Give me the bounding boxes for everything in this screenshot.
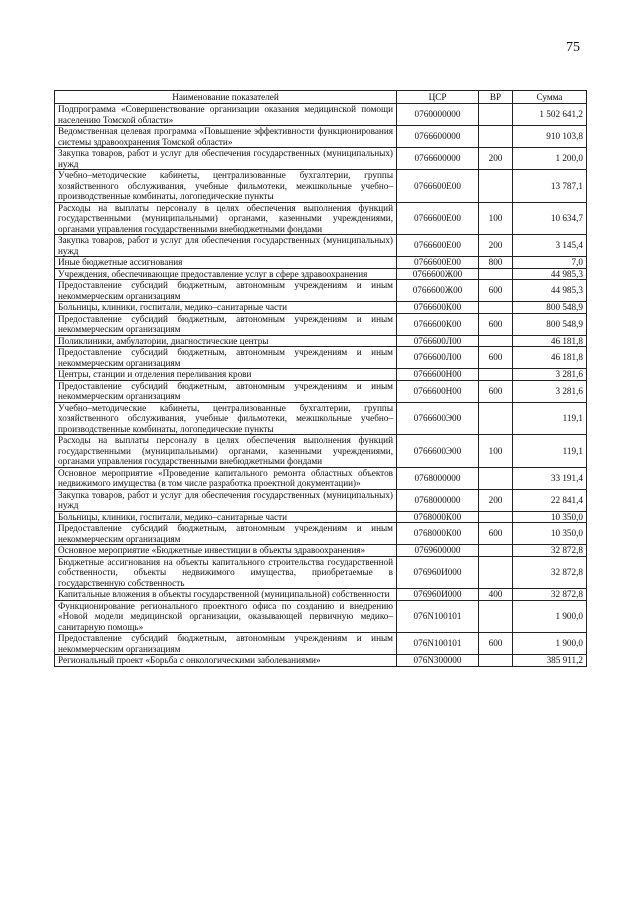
cell-sum: 13 787,1 [513,170,587,203]
cell-vr [479,402,513,435]
budget-table [54,90,587,667]
table-row [55,148,587,170]
page-number: 75 [566,40,580,55]
table-row [55,313,587,335]
cell-sum: 910 103,8 [513,126,587,148]
cell-name: Предоставление субсидий бюджетным, автономным учреждениям и иным некоммерческим организациям [55,313,397,335]
table-row [55,655,587,667]
cell-name: Расходы на выплаты персоналу в целях обеспечения выполнения функций государственными (муниципальными) органами, казенными учреждениями, органами управления государственными внебюджетными фондами [55,435,397,468]
cell-sum: 32 872,8 [513,545,587,557]
cell-vr [479,170,513,203]
cell-csr: 0766600000 [397,126,479,148]
cell-name: Закупка товаров, работ и услуг для обеспечения государственных (муниципальных) нужд [55,235,397,257]
cell-sum: 1 502 641,2 [513,104,587,126]
cell-name: Предоставление субсидий бюджетным, автономным учреждениям и иным некоммерческим организациям [55,347,397,369]
table-row [55,235,587,257]
cell-csr: 0766600Е00 [397,202,479,235]
cell-name: Предоставление субсидий бюджетным, автономным учреждениям и иным некоммерческим организациям [55,280,397,302]
cell-sum: 800 548,9 [513,302,587,314]
table-row [55,257,587,269]
cell-csr: 0766600Ж00 [397,280,479,302]
cell-sum: 44 985,3 [513,280,587,302]
cell-name: Расходы на выплаты персоналу в целях обеспечения выполнения функций государственными (муниципальными) органами, казенными учреждениями, органами управления государственными внебюджетными фондами [55,202,397,235]
cell-sum: 10 350,0 [513,511,587,523]
table-header-row [55,91,587,104]
cell-vr: 200 [479,148,513,170]
cell-vr [479,268,513,280]
cell-vr [479,302,513,314]
table-row [55,511,587,523]
cell-csr: 0768000000 [397,489,479,511]
cell-csr: 0766600Н00 [397,380,479,402]
cell-name: Предоставление субсидий бюджетным, автономным учреждениям и иным некоммерческим организациям [55,523,397,545]
cell-name: Центры, станции и отделения переливания крови [55,369,397,381]
table-row [55,347,587,369]
cell-name: Больницы, клиники, госпитали, медико–санитарные части [55,302,397,314]
cell-csr: 0766600Н00 [397,369,479,381]
table-row [55,170,587,203]
cell-vr: 400 [479,589,513,601]
cell-sum: 7,0 [513,257,587,269]
cell-sum: 44 985,3 [513,268,587,280]
cell-csr: 0766600Е00 [397,170,479,203]
table-row [55,589,587,601]
cell-sum: 46 181,8 [513,347,587,369]
header-vr: ВР [479,91,513,104]
header-sum: Сумма [513,91,587,104]
cell-name: Основное мероприятие «Бюджетные инвестиции в объекты здравоохранения» [55,545,397,557]
cell-csr: 0760000000 [397,104,479,126]
cell-sum: 385 911,2 [513,655,587,667]
table-row [55,380,587,402]
cell-name: Учреждения, обеспечивающие предоставление услуг в сфере здравоохранения [55,268,397,280]
cell-name: Подпрограмма «Совершенствование организации оказания медицинской помощи населению Томской области» [55,104,397,126]
cell-vr [479,655,513,667]
cell-vr: 800 [479,257,513,269]
header-name: Наименование показателей [55,91,397,104]
cell-vr: 600 [479,380,513,402]
cell-sum: 3 281,6 [513,380,587,402]
cell-csr: 0768000000 [397,467,479,489]
table-row [55,335,587,347]
table-row [55,633,587,655]
cell-csr: 0766600Э00 [397,402,479,435]
cell-sum: 32 872,8 [513,556,587,589]
cell-name: Региональный проект «Борьба с онкологическими заболеваниями» [55,655,397,667]
header-csr: ЦСР [397,91,479,104]
cell-sum: 119,1 [513,435,587,468]
cell-name: Закупка товаров, работ и услуг для обеспечения государственных (муниципальных) нужд [55,148,397,170]
cell-csr: 0766600000 [397,148,479,170]
cell-name: Учебно–методические кабинеты, централизованные бухгалтерии, группы хозяйственного обслуживания, учебные фильмотеки, межшкольные учебно–производственные комбинаты, логопедические пункты [55,170,397,203]
cell-csr: 0766600Э00 [397,435,479,468]
cell-vr [479,511,513,523]
table-row [55,126,587,148]
cell-sum: 10 634,7 [513,202,587,235]
table-row [55,280,587,302]
table-row [55,104,587,126]
table-row [55,435,587,468]
cell-vr: 200 [479,489,513,511]
cell-sum: 46 181,8 [513,335,587,347]
cell-vr [479,369,513,381]
table-row [55,467,587,489]
cell-sum: 32 872,8 [513,589,587,601]
table-row [55,202,587,235]
cell-vr [479,545,513,557]
cell-csr: 0768000К00 [397,511,479,523]
cell-sum: 22 841,4 [513,489,587,511]
cell-sum: 1 900,0 [513,600,587,633]
table-row [55,523,587,545]
table-row [55,302,587,314]
cell-vr: 100 [479,202,513,235]
cell-vr: 200 [479,235,513,257]
table-row [55,600,587,633]
cell-vr [479,467,513,489]
cell-name: Больницы, клиники, госпитали, медико–санитарные части [55,511,397,523]
cell-csr: 0766600Л00 [397,335,479,347]
table-body [55,104,587,667]
cell-csr: 0766600К00 [397,302,479,314]
cell-csr: 076N100101 [397,633,479,655]
cell-name: Иные бюджетные ассигнования [55,257,397,269]
table-row [55,402,587,435]
cell-name: Поликлиники, амбулатории, диагностические центры [55,335,397,347]
table-row [55,489,587,511]
cell-vr: 600 [479,313,513,335]
cell-name: Учебно–методические кабинеты, централизованные бухгалтерии, группы хозяйственного обслуживания, учебные фильмотеки, межшкольные учебно–производственные комбинаты, логопедические пункты [55,402,397,435]
cell-csr: 0766600Л00 [397,347,479,369]
cell-name: Бюджетные ассигнования на объекты капитального строительства государственной собственности, объекты недвижимого имущества, приобретаемые в государственную собственность [55,556,397,589]
cell-sum: 3 281,6 [513,369,587,381]
cell-vr: 600 [479,347,513,369]
cell-vr: 600 [479,633,513,655]
cell-name: Капитальные вложения в объекты государственной (муниципальной) собственности [55,589,397,601]
cell-csr: 076960И000 [397,556,479,589]
table-row [55,369,587,381]
cell-name: Ведомственная целевая программа «Повышение эффективности функционирования системы здравоохранения Томской области» [55,126,397,148]
cell-vr: 100 [479,435,513,468]
cell-name: Функционирование регионального проектного офиса по созданию и внедрению «Новой модели медицинской организации, оказывающей первичную медико–санитарную помощь» [55,600,397,633]
cell-sum: 33 191,4 [513,467,587,489]
cell-name: Предоставление субсидий бюджетным, автономным учреждениям и иным некоммерческим организациям [55,633,397,655]
table-row [55,545,587,557]
cell-name: Основное мероприятие «Проведение капитального ремонта областных объектов недвижимого имущества (в том числе разработка проектной документации)» [55,467,397,489]
table-row [55,268,587,280]
cell-vr [479,335,513,347]
cell-sum: 800 548,9 [513,313,587,335]
cell-vr [479,556,513,589]
cell-vr: 600 [479,523,513,545]
cell-csr: 0766600Е00 [397,257,479,269]
table-row [55,556,587,589]
cell-csr: 0766600К00 [397,313,479,335]
cell-sum: 1 900,0 [513,633,587,655]
cell-sum: 10 350,0 [513,523,587,545]
cell-csr: 0768000К00 [397,523,479,545]
cell-sum: 1 200,0 [513,148,587,170]
cell-csr: 0766600Ж00 [397,268,479,280]
cell-name: Предоставление субсидий бюджетным, автономным учреждениям и иным некоммерческим организациям [55,380,397,402]
cell-csr: 076N100101 [397,600,479,633]
cell-csr: 076960И000 [397,589,479,601]
cell-csr: 0766600Е00 [397,235,479,257]
cell-vr: 600 [479,280,513,302]
cell-vr [479,104,513,126]
cell-sum: 3 145,4 [513,235,587,257]
cell-csr: 0769600000 [397,545,479,557]
cell-vr [479,126,513,148]
cell-vr [479,600,513,633]
cell-csr: 076N300000 [397,655,479,667]
cell-name: Закупка товаров, работ и услуг для обеспечения государственных (муниципальных) нужд [55,489,397,511]
cell-sum: 119,1 [513,402,587,435]
